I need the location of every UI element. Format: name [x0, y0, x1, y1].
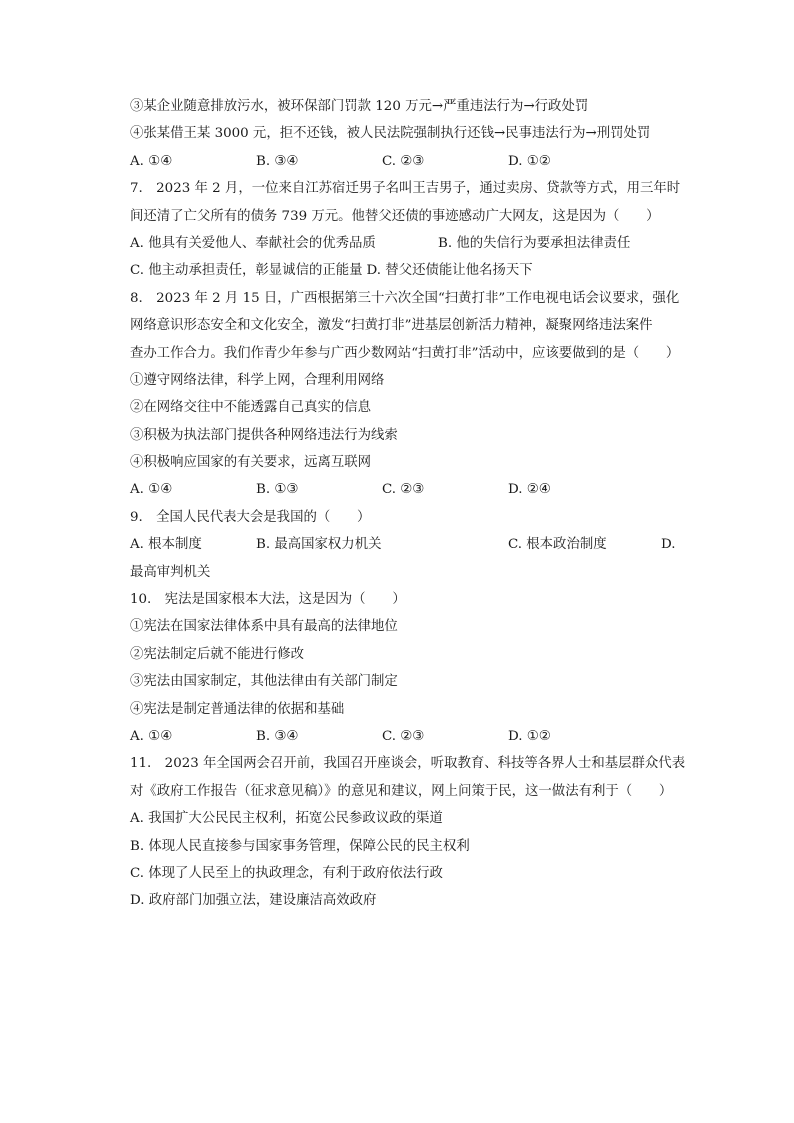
q7-option-b: B. 他的失信行为要承担法律责任	[438, 235, 631, 251]
q11-option-d: D. 政府部门加强立法，建设廉洁高效政府	[130, 893, 377, 909]
q8-options	[130, 476, 690, 503]
q8-statement-1: ①遵守网络法律，科学上网，合理利用网络	[130, 372, 385, 388]
q7-option-a: A. 他具有关爱他人、奉献社会的优秀品质	[130, 235, 376, 251]
q8-statement-2: ②在网络交往中不能透露自己真实的信息	[130, 400, 372, 416]
q11-option-b: B. 体现人民直接参与国家事务管理，保障公民的民主权利	[130, 838, 470, 854]
q8-option-c: C. ②③	[382, 482, 425, 498]
q10-stem: 10. 宪法是国家根本大法，这是因为（ ）	[130, 592, 406, 608]
q6-option-a: A. ①④	[130, 153, 173, 169]
q7-option-d: D. 替父还债能让他名扬天下	[366, 263, 533, 279]
q10-option-d: D. ①②	[508, 728, 551, 744]
q9-option-c: C. 根本政治制度	[508, 537, 607, 553]
q6-statement-3: ③某企业随意排放污水，被环保部门罚款 120 万元→严重违法行为→行政处罚	[130, 99, 589, 114]
q6-option-b: B. ③④	[256, 153, 299, 169]
q7-option-c: C. 他主动承担责任，彰显诚信的正能量	[130, 263, 363, 279]
q11-option-a: A. 我国扩大公民民主权利，拓宽公民参政议政的渠道	[130, 811, 443, 827]
q11-stem-line-1: 11. 2023 年全国两会召开前，我国召开座谈会，听取教育、科技等各界人士和基层群众代表	[130, 756, 686, 772]
q7-options-row-1	[130, 230, 690, 257]
q10-options	[130, 723, 690, 750]
q8-option-d: D. ②④	[508, 482, 551, 498]
q9-options	[130, 531, 690, 558]
q6-options	[130, 148, 690, 175]
q8-statement-4: ④积极响应国家的有关要求，远离互联网	[130, 455, 372, 471]
q10-statement-4: ④宪法是制定普通法律的依据和基础	[130, 701, 345, 717]
q9-option-b: B. 最高国家权力机关	[256, 537, 382, 553]
q7-options-row-2	[130, 257, 690, 284]
exam-page-content	[130, 93, 690, 915]
q6-option-d: D. ①②	[508, 153, 551, 169]
q7-stem-line-1: 7. 2023 年 2 月，一位来自江苏宿迁男子名叫王吉男子，通过卖房、贷款等方式，用三年时	[130, 181, 681, 197]
q8-option-a: A. ①④	[130, 482, 173, 498]
q8-statement-3: ③积极为执法部门提供各种网络违法行为线索	[130, 427, 398, 443]
q9-option-a: A. 根本制度	[130, 537, 202, 553]
q8-stem-line-1: 8. 2023 年 2 月 15 日，广西根据第三十六次全国“扫黄打非”工作电视电话会议要求，强化	[130, 290, 680, 306]
q6-option-c: C. ②③	[382, 153, 425, 169]
q8-stem-line-2: 网络意识形态安全和文化安全，激发“扫黄打非”进基层创新活力精神，凝聚网络违法案件	[130, 318, 653, 334]
q9-stem: 9. 全国人民代表大会是我国的（ ）	[130, 509, 371, 525]
q11-option-c: C. 体现了人民至上的执政理念，有利于政府依法行政	[130, 865, 443, 881]
q10-statement-2: ②宪法制定后就不能进行修改	[130, 646, 305, 662]
q10-statement-3: ③宪法由国家制定，其他法律由有关部门制定	[130, 674, 398, 690]
q6-statement-4: ④张某借王某 3000 元，拒不还钱，被人民法院强制执行还钱→民事违法行为→刑罚处罚	[130, 126, 651, 142]
q10-option-b: B. ③④	[256, 728, 299, 744]
q7-stem-line-2: 间还清了亡父所有的债务 739 万元。他替父还债的事迹感动广大网友，这是因为（ ）	[130, 208, 660, 224]
q10-option-c: C. ②③	[382, 728, 425, 744]
q11-stem-line-2: 对《政府工作报告（征求意见稿）》的意见和建议，网上问策于民，这一做法有利于（ ）	[130, 783, 673, 799]
q9-option-d-label: D.	[661, 537, 676, 553]
q10-option-a: A. ①④	[130, 728, 173, 744]
q9-option-d-text: 最高审判机关	[130, 564, 211, 580]
q8-option-b: B. ①③	[256, 482, 299, 498]
q8-stem-line-3: 查办工作合力。我们作青少年参与广西少数网站“扫黄打非”活动中，应该要做到的是（ ）	[130, 345, 680, 361]
q10-statement-1: ①宪法在国家法律体系中具有最高的法律地位	[130, 619, 398, 635]
